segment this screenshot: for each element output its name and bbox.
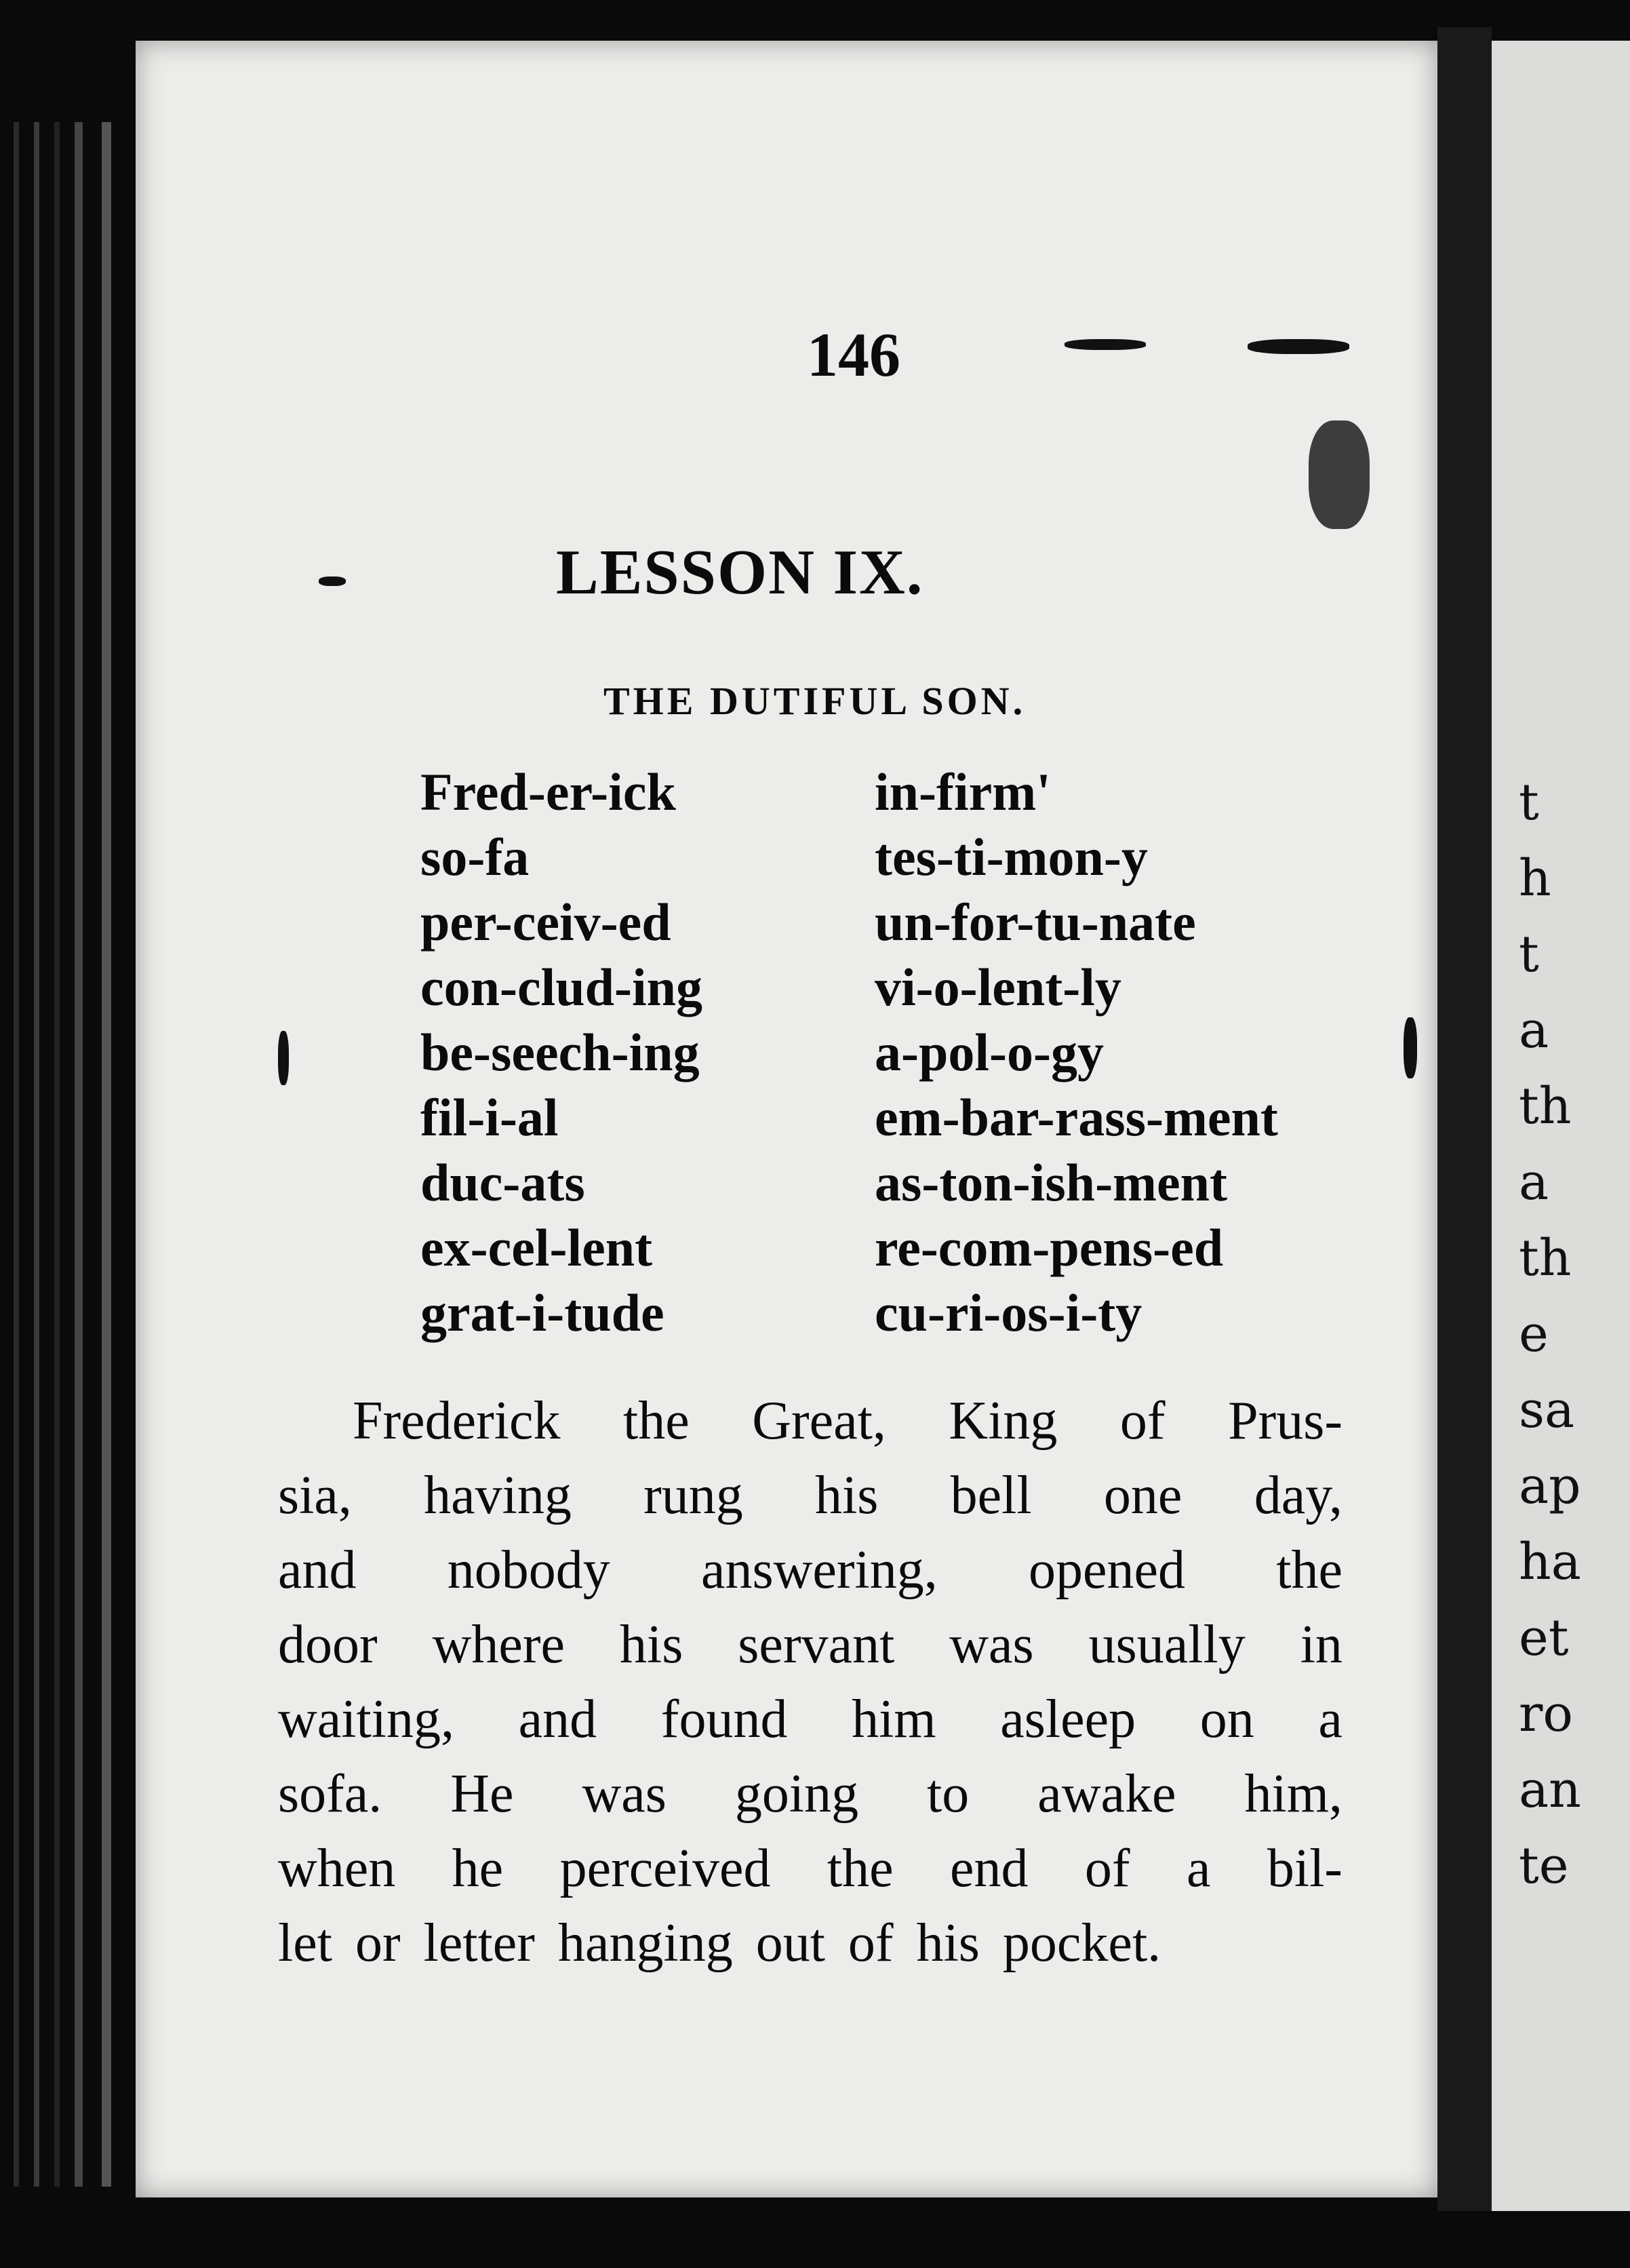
facing-page-letter: et xyxy=(1519,1609,1569,1667)
text-line xyxy=(278,1458,1343,1533)
word: and xyxy=(518,1689,597,1749)
word: Great, xyxy=(752,1391,886,1451)
word: his xyxy=(815,1466,879,1525)
text-line xyxy=(278,1533,1343,1607)
word: nobody xyxy=(447,1540,610,1600)
word: day, xyxy=(1254,1466,1343,1525)
vocab-word: em-bar-rass-ment xyxy=(875,1088,1278,1147)
vocab-word: ex-cel-lent xyxy=(420,1218,653,1277)
story-title: THE DUTIFUL SON. xyxy=(603,679,1027,723)
facing-page-letter: e xyxy=(1519,1305,1549,1363)
ink-speck xyxy=(1309,421,1370,529)
word: pocket. xyxy=(1002,1913,1161,1973)
lesson-body-text xyxy=(278,1384,1343,1980)
vocab-word: a-pol-o-gy xyxy=(875,1023,1104,1082)
lesson-title: LESSON IX. xyxy=(556,537,924,608)
facing-page-letter: th xyxy=(1519,1229,1572,1287)
facing-page-letter: a xyxy=(1519,1001,1549,1059)
word: of xyxy=(1084,1839,1130,1898)
word: He xyxy=(450,1764,514,1824)
word: was xyxy=(582,1764,667,1824)
word: the xyxy=(623,1391,690,1451)
vocab-word: re-com-pens-ed xyxy=(875,1218,1224,1277)
vocab-word: un-for-tu-nate xyxy=(875,893,1196,952)
text-line xyxy=(278,1384,1343,1458)
word: rung xyxy=(643,1466,743,1525)
ink-speck xyxy=(1065,339,1146,350)
page-edge xyxy=(75,122,83,2187)
word: him, xyxy=(1244,1764,1343,1824)
word: letter xyxy=(423,1913,535,1973)
word: perceived xyxy=(559,1839,771,1898)
facing-page-letter: ha xyxy=(1519,1533,1581,1591)
word: a xyxy=(1186,1839,1211,1898)
word: where xyxy=(432,1615,565,1675)
word: his xyxy=(619,1615,683,1675)
vocabulary-column-right xyxy=(875,760,1278,1346)
facing-page-letter: ro xyxy=(1519,1685,1573,1743)
facing-page-fragment xyxy=(1492,41,1630,2211)
vocab-word: be-seech-ing xyxy=(420,1023,700,1082)
word: one xyxy=(1103,1466,1182,1525)
facing-page-letter: t xyxy=(1519,773,1539,832)
word: Frederick xyxy=(353,1391,561,1451)
word: was xyxy=(949,1615,1034,1675)
ink-speck xyxy=(319,576,346,586)
word: of xyxy=(1119,1391,1166,1451)
facing-page-letter: an xyxy=(1519,1761,1581,1819)
page-edge xyxy=(54,122,60,2187)
word: sia, xyxy=(278,1466,352,1525)
text-line xyxy=(278,1682,1343,1757)
ink-speck xyxy=(278,1031,289,1085)
word: out xyxy=(755,1913,825,1973)
text-line xyxy=(278,1607,1343,1682)
word: or xyxy=(355,1913,401,1973)
word: hanging xyxy=(557,1913,733,1973)
word: usually xyxy=(1088,1615,1246,1675)
word: when xyxy=(278,1839,396,1898)
vocabulary-column-left xyxy=(420,760,702,1346)
vocab-word: fil-i-al xyxy=(420,1088,559,1147)
page-edge xyxy=(34,122,39,2187)
facing-page-letter: sa xyxy=(1519,1381,1575,1439)
facing-page-letter: t xyxy=(1519,925,1539,983)
vocab-word: in-firm' xyxy=(875,762,1051,821)
page-edge xyxy=(14,122,19,2187)
word: going xyxy=(734,1764,859,1824)
vocab-word: duc-ats xyxy=(420,1153,585,1212)
word: end xyxy=(950,1839,1029,1898)
vocab-word: con-clud-ing xyxy=(420,958,703,1017)
vocab-word: so-fa xyxy=(420,827,530,886)
vocab-word: vi-o-lent-ly xyxy=(875,958,1121,1017)
page-number: 146 xyxy=(807,320,900,389)
facing-page-letter: ap xyxy=(1519,1457,1581,1515)
text-line xyxy=(278,1757,1343,1831)
word: Prus- xyxy=(1228,1391,1343,1451)
word: King xyxy=(949,1391,1058,1451)
ink-speck xyxy=(1248,339,1349,354)
word: answering, xyxy=(700,1540,938,1600)
word: he xyxy=(452,1839,504,1898)
word: his xyxy=(916,1913,980,1973)
word: sofa. xyxy=(278,1764,382,1824)
word: waiting, xyxy=(278,1689,454,1749)
word: to xyxy=(927,1764,970,1824)
word: on xyxy=(1199,1689,1254,1749)
word: door xyxy=(278,1615,378,1675)
word: and xyxy=(278,1540,357,1600)
text-line xyxy=(278,1831,1343,1906)
facing-page-letter: te xyxy=(1519,1837,1569,1895)
word: having xyxy=(424,1466,572,1525)
facing-page-letter: th xyxy=(1519,1077,1572,1135)
text-line xyxy=(278,1906,1343,1980)
word: bil- xyxy=(1267,1839,1343,1898)
facing-page-letter: h xyxy=(1519,849,1551,907)
word: in xyxy=(1300,1615,1343,1675)
word: servant xyxy=(738,1615,895,1675)
page-edge xyxy=(102,122,111,2187)
book-gutter xyxy=(1437,27,1492,2211)
vocab-word: grat-i-tude xyxy=(420,1283,664,1342)
vocab-word: per-ceiv-ed xyxy=(420,893,671,952)
word: of xyxy=(848,1913,894,1973)
word: awake xyxy=(1037,1764,1176,1824)
vocab-word: Fred-er-ick xyxy=(420,762,676,821)
facing-page-letter: a xyxy=(1519,1153,1549,1211)
ink-speck xyxy=(1404,1017,1417,1078)
word: bell xyxy=(950,1466,1032,1525)
vocab-word: cu-ri-os-i-ty xyxy=(875,1283,1142,1342)
word: let xyxy=(278,1913,332,1973)
word: the xyxy=(827,1839,894,1898)
vocab-word: as-ton-ish-ment xyxy=(875,1153,1227,1212)
word: the xyxy=(1276,1540,1343,1600)
word: asleep xyxy=(1000,1689,1136,1749)
word: him xyxy=(852,1689,936,1749)
word: opened xyxy=(1029,1540,1186,1600)
vocab-word: tes-ti-mon-y xyxy=(875,827,1148,886)
word: a xyxy=(1318,1689,1343,1749)
word: found xyxy=(660,1689,788,1749)
